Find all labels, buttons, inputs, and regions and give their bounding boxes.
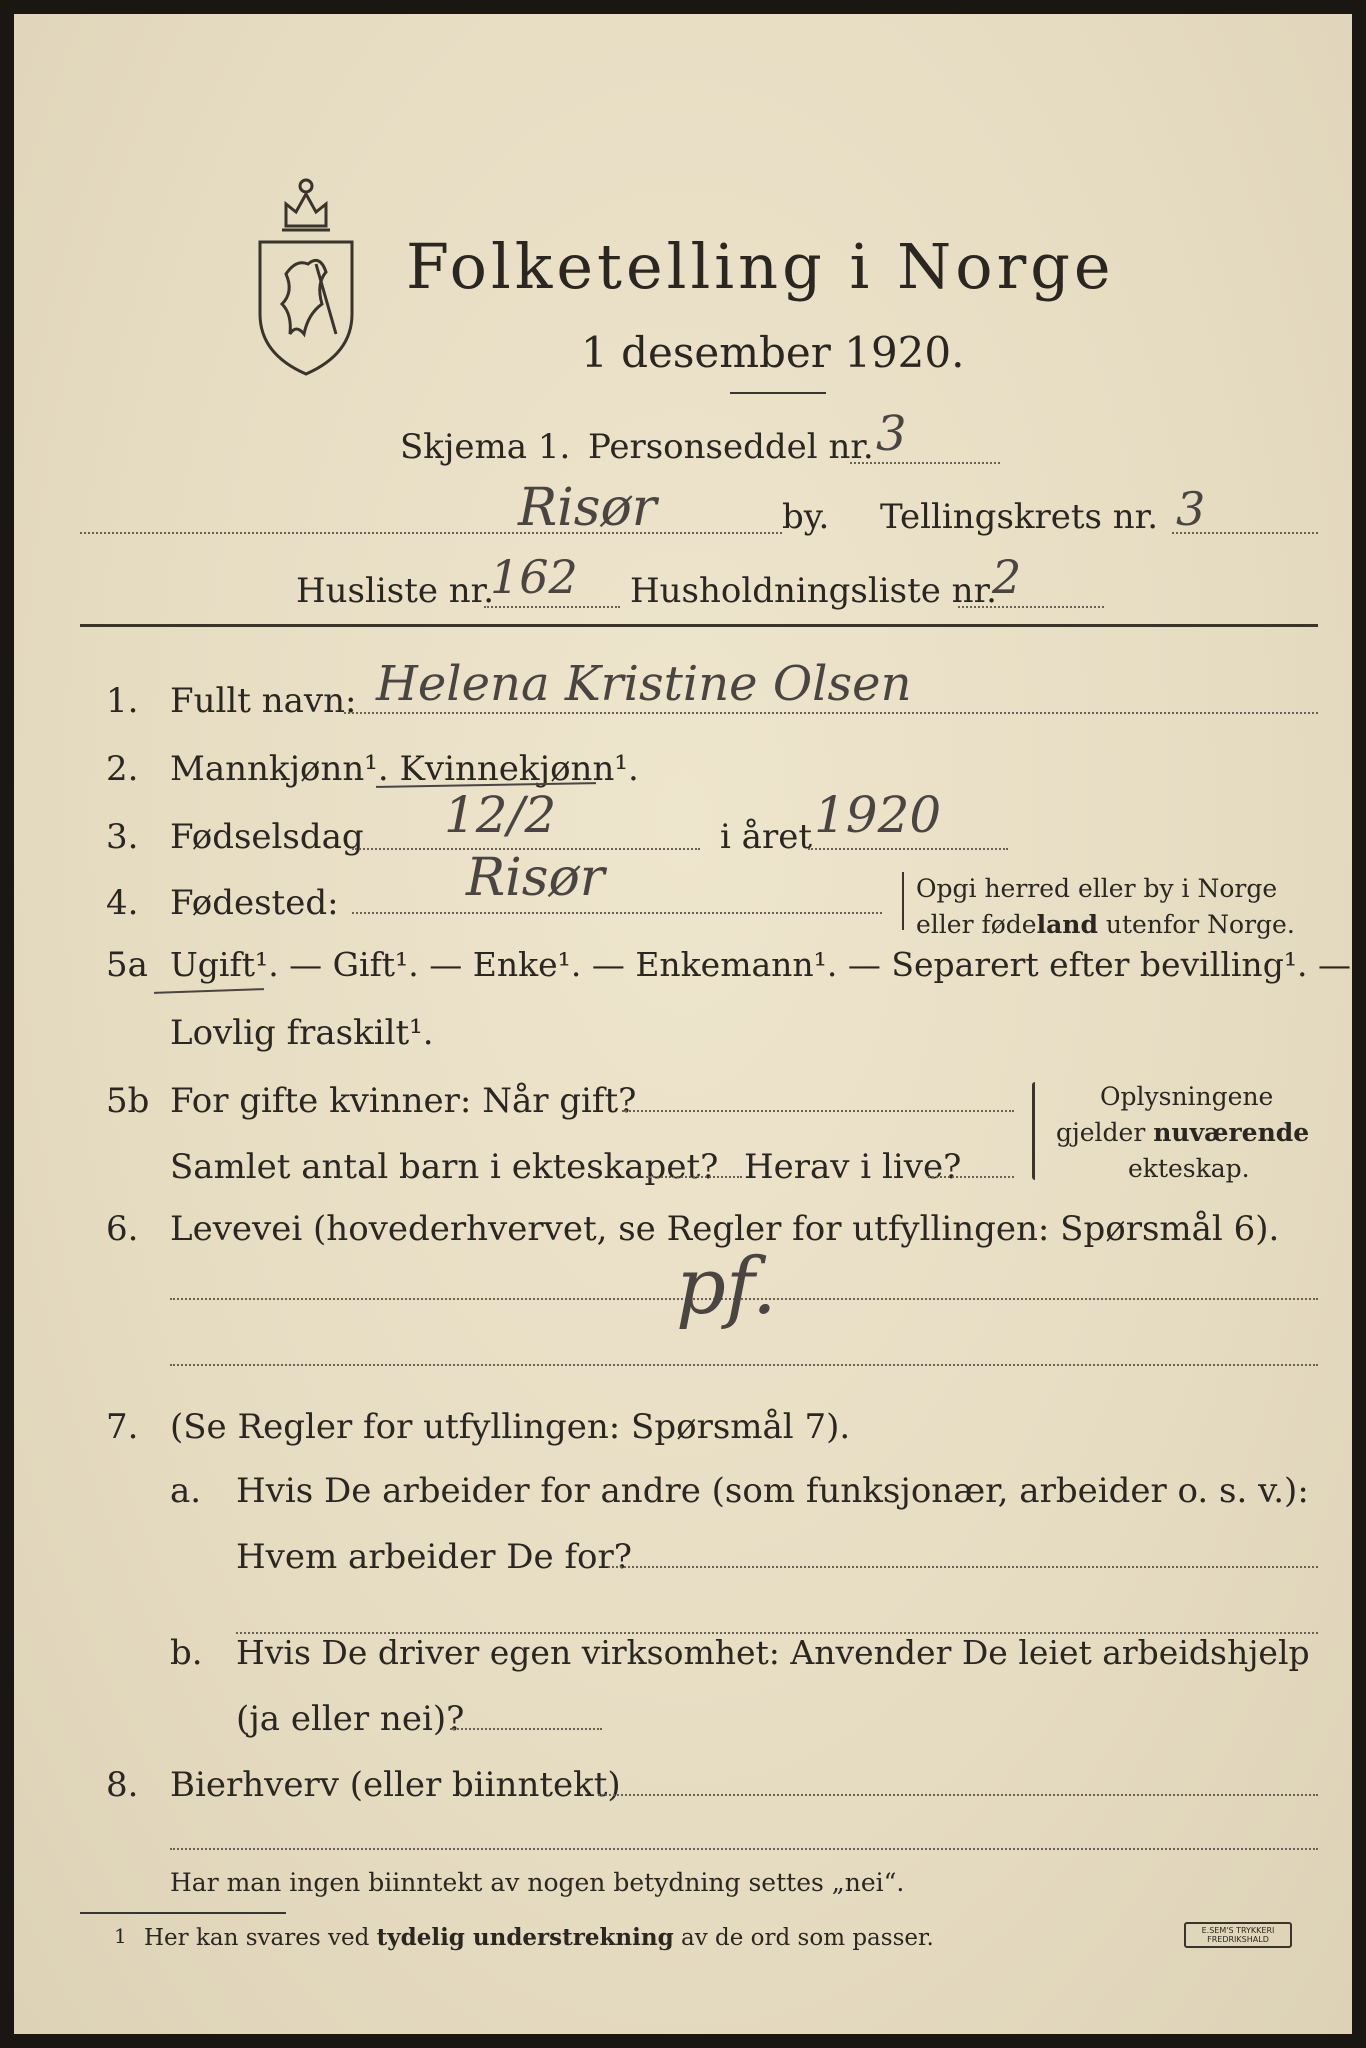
q7b-letter: b. <box>170 1633 203 1673</box>
ugift-underline <box>154 988 264 994</box>
q4-note-line2: eller fødeland utenfor Norge. <box>916 910 1295 939</box>
printer-stamp: E.SEM'S TRYKKERI FREDRIKSHALD <box>1184 1922 1292 1948</box>
title-divider <box>730 392 826 394</box>
q7b-line2: (ja eller nei)? <box>236 1699 465 1739</box>
birthday-value[interactable]: 12/2 <box>444 786 557 844</box>
q5b-line2a: Samlet antal barn i ekteskapet? <box>170 1147 719 1187</box>
q5a-line2: Lovlig fraskilt¹. <box>170 1013 434 1053</box>
census-form <box>14 14 1352 2034</box>
town-value[interactable]: Risør <box>518 478 657 538</box>
q7a-letter: a. <box>170 1471 202 1511</box>
footnote-divider <box>80 1912 286 1914</box>
q2-label: Mannkjønn¹. Kvinnekjønn¹. <box>170 749 639 789</box>
q5b-line2b: Herav i live? <box>744 1147 962 1187</box>
q3-year-label: i året <box>720 817 812 857</box>
q7a-line1: Hvis De arbeider for andre (som funksjonær, arbeider o. s. v.): <box>236 1471 1309 1511</box>
by-label: by. <box>782 497 830 537</box>
husholdning-label: Husholdningsliste nr. <box>630 571 997 611</box>
biinntekt-note: Har man ingen biinntekt av nogen betydning settes „nei“. <box>170 1868 905 1897</box>
q7-label: (Se Regler for utfyllingen: Spørsmål 7). <box>170 1407 851 1447</box>
q7a-line2: Hvem arbeider De for? <box>236 1537 632 1577</box>
birth-year-value[interactable]: 1920 <box>814 786 942 844</box>
husholdning-value[interactable]: 2 <box>992 550 1022 604</box>
footnote-text: Her kan svares ved tydelig understrekning av de ord som passer. <box>144 1924 934 1951</box>
q4-label: Fødested: <box>170 883 339 923</box>
q7-number: 7. <box>106 1407 139 1447</box>
schema-label: Skjema 1. <box>400 427 571 467</box>
tellingskrets-value[interactable]: 3 <box>1176 482 1206 536</box>
birthplace-value[interactable]: Risør <box>466 848 605 908</box>
q8-label: Bierhverv (eller biinntekt) <box>170 1765 621 1805</box>
q8-number: 8. <box>106 1765 139 1805</box>
full-name-value[interactable]: Helena Kristine Olsen <box>376 656 912 712</box>
census-date: 1 desember 1920. <box>581 328 965 377</box>
q5b-line1: For gifte kvinner: Når gift? <box>170 1081 637 1121</box>
husliste-label: Husliste nr. <box>296 571 495 611</box>
personseddel-label: Personseddel nr. <box>588 427 874 467</box>
q5b-note-line1: Oplysningene <box>1100 1082 1274 1111</box>
q7b-line1: Hvis De driver egen virksomhet: Anvender De leiet arbeidshjelp <box>236 1633 1310 1672</box>
q5a-line1: Ugift¹. — Gift¹. — Enke¹. — Enkemann¹. — Separert efter bevilling¹. — <box>170 945 1352 984</box>
tellingskrets-label: Tellingskrets nr. <box>880 497 1159 537</box>
q3-number: 3. <box>106 817 139 857</box>
coat-of-arms-icon <box>246 164 366 379</box>
q3-label: Fødselsdag <box>170 817 364 857</box>
form-title: Folketelling i Norge <box>406 230 1115 303</box>
footnote-mark: 1 <box>114 1924 127 1948</box>
q2-number: 2. <box>106 749 139 789</box>
q4-note-line1: Opgi herred eller by i Norge <box>916 874 1278 903</box>
husliste-value[interactable]: 162 <box>490 550 578 604</box>
q6-number: 6. <box>106 1209 139 1249</box>
header-divider <box>80 624 1318 627</box>
q5a-number: 5a <box>106 945 148 985</box>
q1-number: 1. <box>106 681 139 721</box>
q4-number: 4. <box>106 883 139 923</box>
q6-label: Levevei (hovederhvervet, se Regler for utfyllingen: Spørsmål 6). <box>170 1209 1280 1249</box>
q5b-number: 5b <box>106 1081 150 1121</box>
personseddel-value[interactable]: 3 <box>876 406 907 462</box>
q5b-note-line3: ekteskap. <box>1128 1154 1250 1183</box>
q5b-note-line2: gjelder nuværende <box>1056 1118 1310 1147</box>
q1-label: Fullt navn: <box>170 681 357 721</box>
occupation-value[interactable]: pf. <box>676 1242 777 1332</box>
